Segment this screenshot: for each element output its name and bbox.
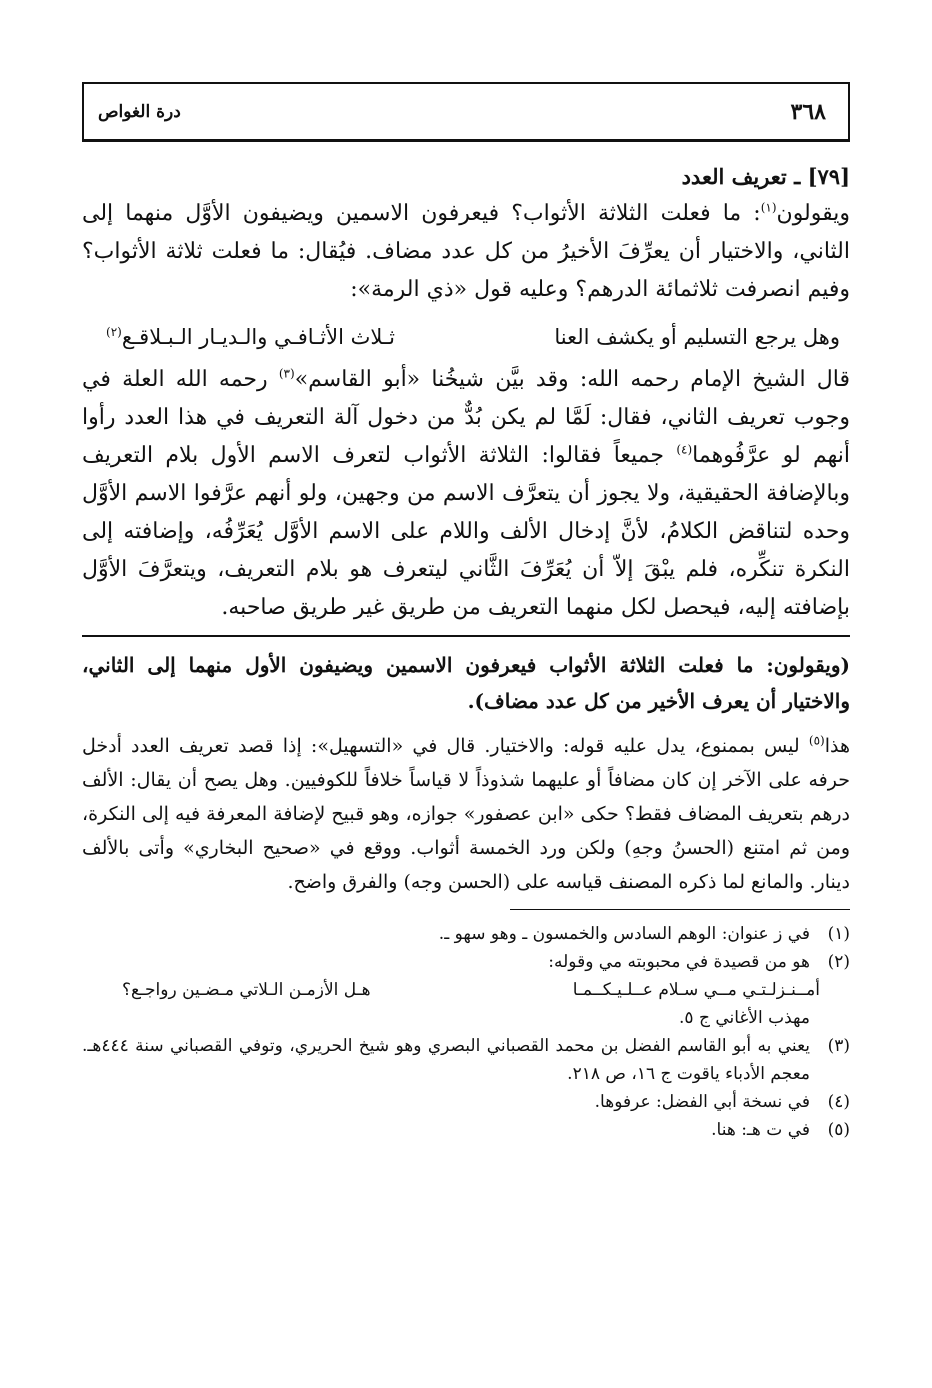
verse-first-hemistich: وهل يرجع التسليم أو يكشف العنا xyxy=(554,325,840,349)
footnote-1: (١) في ز عنوان: الوهم السادس والخمسون ـ وهو سهو ـ. xyxy=(438,924,850,944)
commentary-divider xyxy=(82,635,850,637)
main-paragraph-1: ويقولون$^{(١)}$: ما فعلت الثلاثة الأثواب؟ فيعرفون الاسمين ويضيفون الأوَّل منهما إلى الثاني، والاختيار أن يعرِّفَ الأخيرُ من كل عدد مضاف. فيُقال: ما فعلت ثلاثة الأثواب؟ وفيم انصرفت ثلاثمائة الدرهم؟ وعليه قول «ذي الرمة»: xyxy=(82,200,850,302)
section-title: تعريف العدد xyxy=(681,164,787,189)
poem-verse xyxy=(106,319,840,355)
footnote-ref-4: (٤) xyxy=(676,442,693,457)
running-title: درة الغواص xyxy=(98,101,181,122)
footnote-4: (٤) في نسخة أبي الفضل: عرفوها. xyxy=(594,1092,850,1112)
page-number: ٣٦٨ xyxy=(790,98,826,125)
section-heading: [٧٩] ـ تعريف العدد xyxy=(681,164,850,189)
footnote-2-verse: أمــنـزلـتـي مــي سـلام عــلـيـكــمـا هـل الأزمـن الـلاتي مـضـين رواجـع؟ xyxy=(122,980,820,1000)
main-paragraph-2: قال الشيخ الإمام رحمه الله: وقد بيَّن شيخُنا «أبو القاسم»$^{(٣)}$ رحمه الله العلة في وجوب تعريف الثاني، فقال: لَمَّا لم يكن بُدٌّ من دخول آلة التعريف في هذا العدد رأوا أنهم لو عرَّفُوهما$^{(٤)}$ جميعاً فقالوا: الثلاثة الأثواب لتعرف الاسم الأول بلام التعريف وبالإضافة الحقيقية، ولا يجوز أن يتعرَّف الاسم من وجهين، ولو أنهم عرَّفوا الاسم الأوَّل وحده لتناقض الكلامُ، لأنَّ إدخال الألف واللام على الاسم الأوَّل يُعَرِّفُه، وإضافته إلى النكرة تنكِّره، فلم يبْقَ إلاّ أن يُعَرِّفَ الثَّاني ليتعرف هو بلام التعريف، ويتعرَّفَ الأوَّل بإضافته إليه، فيحصل لكل منهما التعريف من طريق غير طريق صاحبه. xyxy=(82,366,851,620)
footnote-5: (٥) في ت هـ: هنا. xyxy=(711,1120,850,1140)
footnote-ref-5: (٥) xyxy=(808,733,825,748)
footnote-ref-3: (٣) xyxy=(278,366,295,381)
commentary-body: هذا$^{(٥)}$ ليس بممنوع، يدل عليه قوله: والاختيار. قال في «التسهيل»: إذا قصد تعريف العدد أدخل حرفه على الآخر إن كان مضافاً أو عليهما شذوذاً لا قياساً خلافاً للكوفيين. وهل يصح أن يقال: الألف درهم بتعريف المضاف فقط؟ حكى «ابن عصفور» جوازه، وهو قبيح لإضافة المعرفة فيه إلى النكرة، ومن ثم امتنع (الحسنُ وجهِ) ولكن ورد الخمسة أثواب. ووقع في «صحيح البخاري» وأتى بالألف دينار. والمانع لما ذكره المصنف قياسه على (الحسن وجه) والفرق واضح. xyxy=(82,733,850,893)
book-page xyxy=(82,82,850,1144)
footnote-2: (٢) هو من قصيدة في محبوبته مي وقوله: xyxy=(548,952,850,972)
verse-second-hemistich: ثـلاث الأثـافـي والـديـار الـبـلاقـع$^{(٢)}$ xyxy=(106,325,395,349)
section-number: [٧٩] xyxy=(807,164,850,189)
footnote-divider xyxy=(510,909,850,910)
footnote-ref-2: (٢) xyxy=(106,325,122,339)
commentary-heading: (ويقولون: ما فعلت الثلاثة الأثواب فيعرفون الاسمين ويضيفون الأول منهما إلى الثاني، والاختيار أن يعرف الأخير من كل عدد مضاف). xyxy=(82,653,850,713)
page-header xyxy=(82,82,850,142)
footnote-2-source: مهذب الأغاني ج ٥. xyxy=(679,1008,810,1028)
footnotes xyxy=(82,920,850,1144)
footnote-ref-1: (١) xyxy=(760,200,777,215)
footnote-3: (٣) يعني به أبو القاسم الفضل بن محمد القصباني البصري وهو شيخ الحريري، وتوفي القصباني سنة ٤٤٤هـ. معجم الأدباء ياقوت ج ١٦، ص ٢١٨. xyxy=(82,1036,850,1084)
